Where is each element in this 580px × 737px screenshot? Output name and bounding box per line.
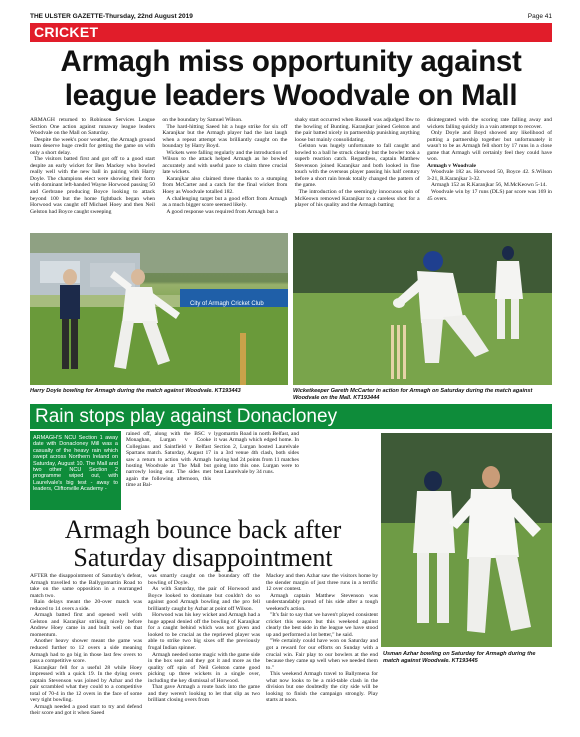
section-label: CRICKET	[34, 24, 99, 40]
masthead-paper: THE ULSTER GAZETTE-Thursday, 22nd August 2019	[30, 12, 193, 20]
rain-column-2: lygomartin Road in north Belfast, and it was Armagh which edged home. In Section 2, Lurgan hosted Laurelvale in a 3rd venue 4th clash, both sides having had 24 points from 11 matches going into this one. Lurgan were to beat Laurelvale by 34 runs.	[214, 431, 299, 476]
paragraph: "We certainly could have won on Saturday and got a reward for our efforts on Sunday with a crucial win. Fair play to our bowlers at the end because they came up well when we needed them to."	[266, 638, 378, 671]
article-column-3	[295, 117, 420, 231]
article2-column-3	[266, 573, 378, 713]
paragraph: Wickets were falling regularly and the introduction of Wilson to the attack helped Armagh as he bowled accurately and with useful pace to claim three crucial late wickets.	[162, 149, 288, 176]
article-column-4	[427, 117, 552, 231]
article2-column-1	[30, 573, 142, 717]
caption-wicketkeeper: Wicketkeeper Gareth McCarter in action for Armagh on Saturday during the match against Woodvale on the Mall. KT193444	[293, 388, 533, 401]
paragraph: was smartly caught on the boundary off the bowling of Doyle.	[148, 573, 260, 586]
paragraph: on the boundary by Samuel Wilson.	[162, 117, 243, 123]
rain-column-1: rained off, along with the BSC v Monaghan, Lurgan v Cooke Collegians and Saintfield v Belfast Spartans match. Saturday, August 17 saw a return to action with Armagh hosting Woodvale at The Mall but narrowly losing out. The sides met again the following afternoon, this time at Bal-	[126, 431, 211, 489]
photo-usman-azhar-bowling	[381, 433, 552, 647]
paragraph: Despite the week's poor weather, the Armagh ground team deserve huge credit for getting the game on with only a short delay.	[30, 136, 155, 156]
main-headline: Armagh miss opportunity against league leaders Woodvale on Mall	[60, 45, 522, 112]
rain-intro-box: ARMAGH'S NCU Section 1 away date with Donacloney Mill was a casualty of the heavy rain which swept across Northern Ireland on Saturday, August 10. The Mall and two other NCU Section 2 programme wiped out, with Laurelvale's big test - away to leaders, Cliftonville Academy -	[30, 431, 121, 510]
paragraph: Mackey and then Azhar saw the visitors home by the slender margin of just three runs in a terrific 12 over contest.	[266, 573, 378, 593]
paragraph: That gave Armagh a route back into the game and they weren't looking to let that slip as two brilliant closing overs from	[148, 684, 260, 704]
paragraph: Karanjkar also claimed three thanks to a stumping from McCarter and a catch for the final wicket from Hoey as Woodvale totalled 182.	[162, 175, 288, 196]
photo-harry-doyle-bowling	[30, 233, 288, 385]
paragraph: ARMAGH returned to Robinson Services League Section One action against runaway league leaders Woodvale on the Mall on Saturday.	[30, 117, 155, 137]
masthead-page-number: Page 41	[527, 12, 552, 20]
paragraph: A challenging target but a good effort from Armagh as a much bigger score seemed likely.	[162, 195, 288, 209]
paragraph: Horwood was his key wicket and Armagh had a huge appeal denied off the bowling of Karanjkar for a caught behind which was not given and looked to be crucial as the reprieved player was able to strike two big sixes off the previously frugal Indian spinner.	[148, 612, 260, 652]
paragraph: Armagh 152 as R.Karanjkar 56, M.McKeown 5-14.	[430, 182, 547, 189]
article-column-1	[30, 117, 155, 231]
rain-headline-bar	[30, 404, 552, 429]
paragraph: The visitors batted first and got off to a good start despite an early wicket for Ben Mackey who bowled really well with the new ball in pairing with Harry Doyle. The champions elect were showing their form with dominant left-handed Wayne Horwood passing 50 and Gerbrane producing Boyce looking to attack beyond 100 but the home fightback began when Horwood was caught off Michael Hoey and then Neil Gelston had Boyce caught sweeping	[30, 156, 155, 215]
article-woodvale	[30, 117, 552, 231]
paragraph: Only Doyle and Boyd showed any likelihood of putting a partnership together but unfortunately it wasn't to be as Armagh fell short by 17 runs in a close game that Armagh will certainly feel they could have won.	[426, 130, 552, 163]
paragraph: Armagh needed a good start to try and defend their score and got it when Saeed	[30, 703, 142, 717]
photo-illustration	[30, 233, 288, 385]
caption-harry-doyle: Harry Doyle bowling for Armagh during the match against Woodvale. KT193443	[30, 388, 241, 394]
article2-headline: Armagh bounce back after Saturday disappointment	[64, 515, 342, 572]
paragraph: Gelston was hugely unfortunate to fall caught and bowled to a ball he struck cleanly but the bowler took a superb reaction catch. Regardless, captain Matthew Stevenson joined Karanjkar and both looked in fine touch with the overseas player passing his half century before a short rain break totally changed the pattern of the game.	[294, 143, 420, 189]
rain-headline: Rain stops play against Donacloney	[35, 406, 338, 427]
photo-wicketkeeper-mccarter	[293, 233, 552, 385]
paragraph: shaky start occurred when Russell was adjudged lbw to the bowling of Bunting. Karanjkar joined Gelston and the pair batted nicely in partnership punishing anything loose but mainly consolidating.	[294, 117, 420, 143]
paragraph: As with Saturday, the pair of Horwood and Boyce looked to dominate but couldn't do so against good Armagh bowling and the pro fell brilliantly caught by Azhar at point off Wilson.	[148, 586, 260, 612]
article-column-2	[162, 117, 287, 231]
paragraph: AFTER the disappointment of Saturday's defeat, Armagh travelled to the Ballygomartin Road to take on the same opposition in a rearranged match two.	[30, 573, 142, 599]
paragraph: Woodvale 182 as. Horwood 50, Boyce 42. S.Wilson 3-21, R.Karanjkar 3-32.	[426, 169, 552, 182]
paragraph: "It's fair to say that we haven't played consistent cricket this season but this weekend against clearly the best side in the league we have stood up and performed a lot better," he said.	[266, 612, 378, 638]
paragraph: Woodvale win by 17 runs (DLS) par score was 169 in 45 overs.	[426, 189, 552, 202]
paragraph: Rain delays meant the 20-over match was reduced to 14 overs a side.	[30, 599, 142, 612]
paragraph: Karanjkar fell for a useful 28 while Hoey impressed with a quick 19. In the dying overs captain Stevenson was joined by Azhar and the pair scrambled what they could to a competitive total of 70-4 in the 12 overs in the face of some very tight bowling.	[30, 664, 142, 704]
photo-illustration	[293, 233, 552, 385]
photo-illustration	[381, 433, 552, 647]
caption-usman-azhar: Usman Azhar bowling on Saturday for Armagh during the match against Woodvale. KT193445	[383, 651, 536, 664]
paragraph: The hard-hitting Saeed hit a huge strike for six off Karanjkar but the Armagh player had the last laugh when a repeat attempt was brilliantly caught on the boundary by Harry Boyd.	[162, 123, 288, 150]
paragraph: A good response was required from Armagh but a	[166, 208, 278, 215]
paragraph: Another heavy shower meant the game was reduced further to 12 overs a side meaning Armagh had to go big in those last few overs to pass a competitive score.	[30, 638, 142, 665]
masthead	[30, 10, 552, 22]
article2-column-2	[148, 573, 260, 713]
scorecard-heading: Armagh v Woodvale	[426, 162, 476, 169]
paragraph: Armagh captain Matthew Stevenson was understandably proud of his side after a tough weekend's action.	[266, 592, 378, 612]
section-bar	[30, 23, 552, 42]
paragraph: disintegrated with the scoring rate falling away and wickets falling quickly in a vain attempt to recover.	[426, 117, 552, 130]
paragraph: Armagh needed some magic with the game side in the box seat and they got it and more as the quality off spin of Neil Gelston came good picking up three wickets in a single over, including the key dismissal of Horwood.	[148, 651, 260, 684]
paragraph: The introduction of the seemingly innocuous spin of McKeown removed Karanjkar to a careless shot for a player of his quality and the Armagh batting	[294, 189, 420, 209]
article-bounce-back	[30, 573, 378, 717]
paragraph: Armagh batted first and opened well with Gelston and Karanjkar striking nicely before Andrew Hoey came in and built well on that momentum.	[30, 612, 142, 638]
paragraph: This weekend Armagh travel to Ballymena for what now looks to be a mid-table clash in the division but one doubtedly the city side will be looking to finish the campaign strongly. Play starts at noon.	[266, 671, 378, 704]
banner-text: City of Armagh Cricket Club	[190, 301, 264, 307]
